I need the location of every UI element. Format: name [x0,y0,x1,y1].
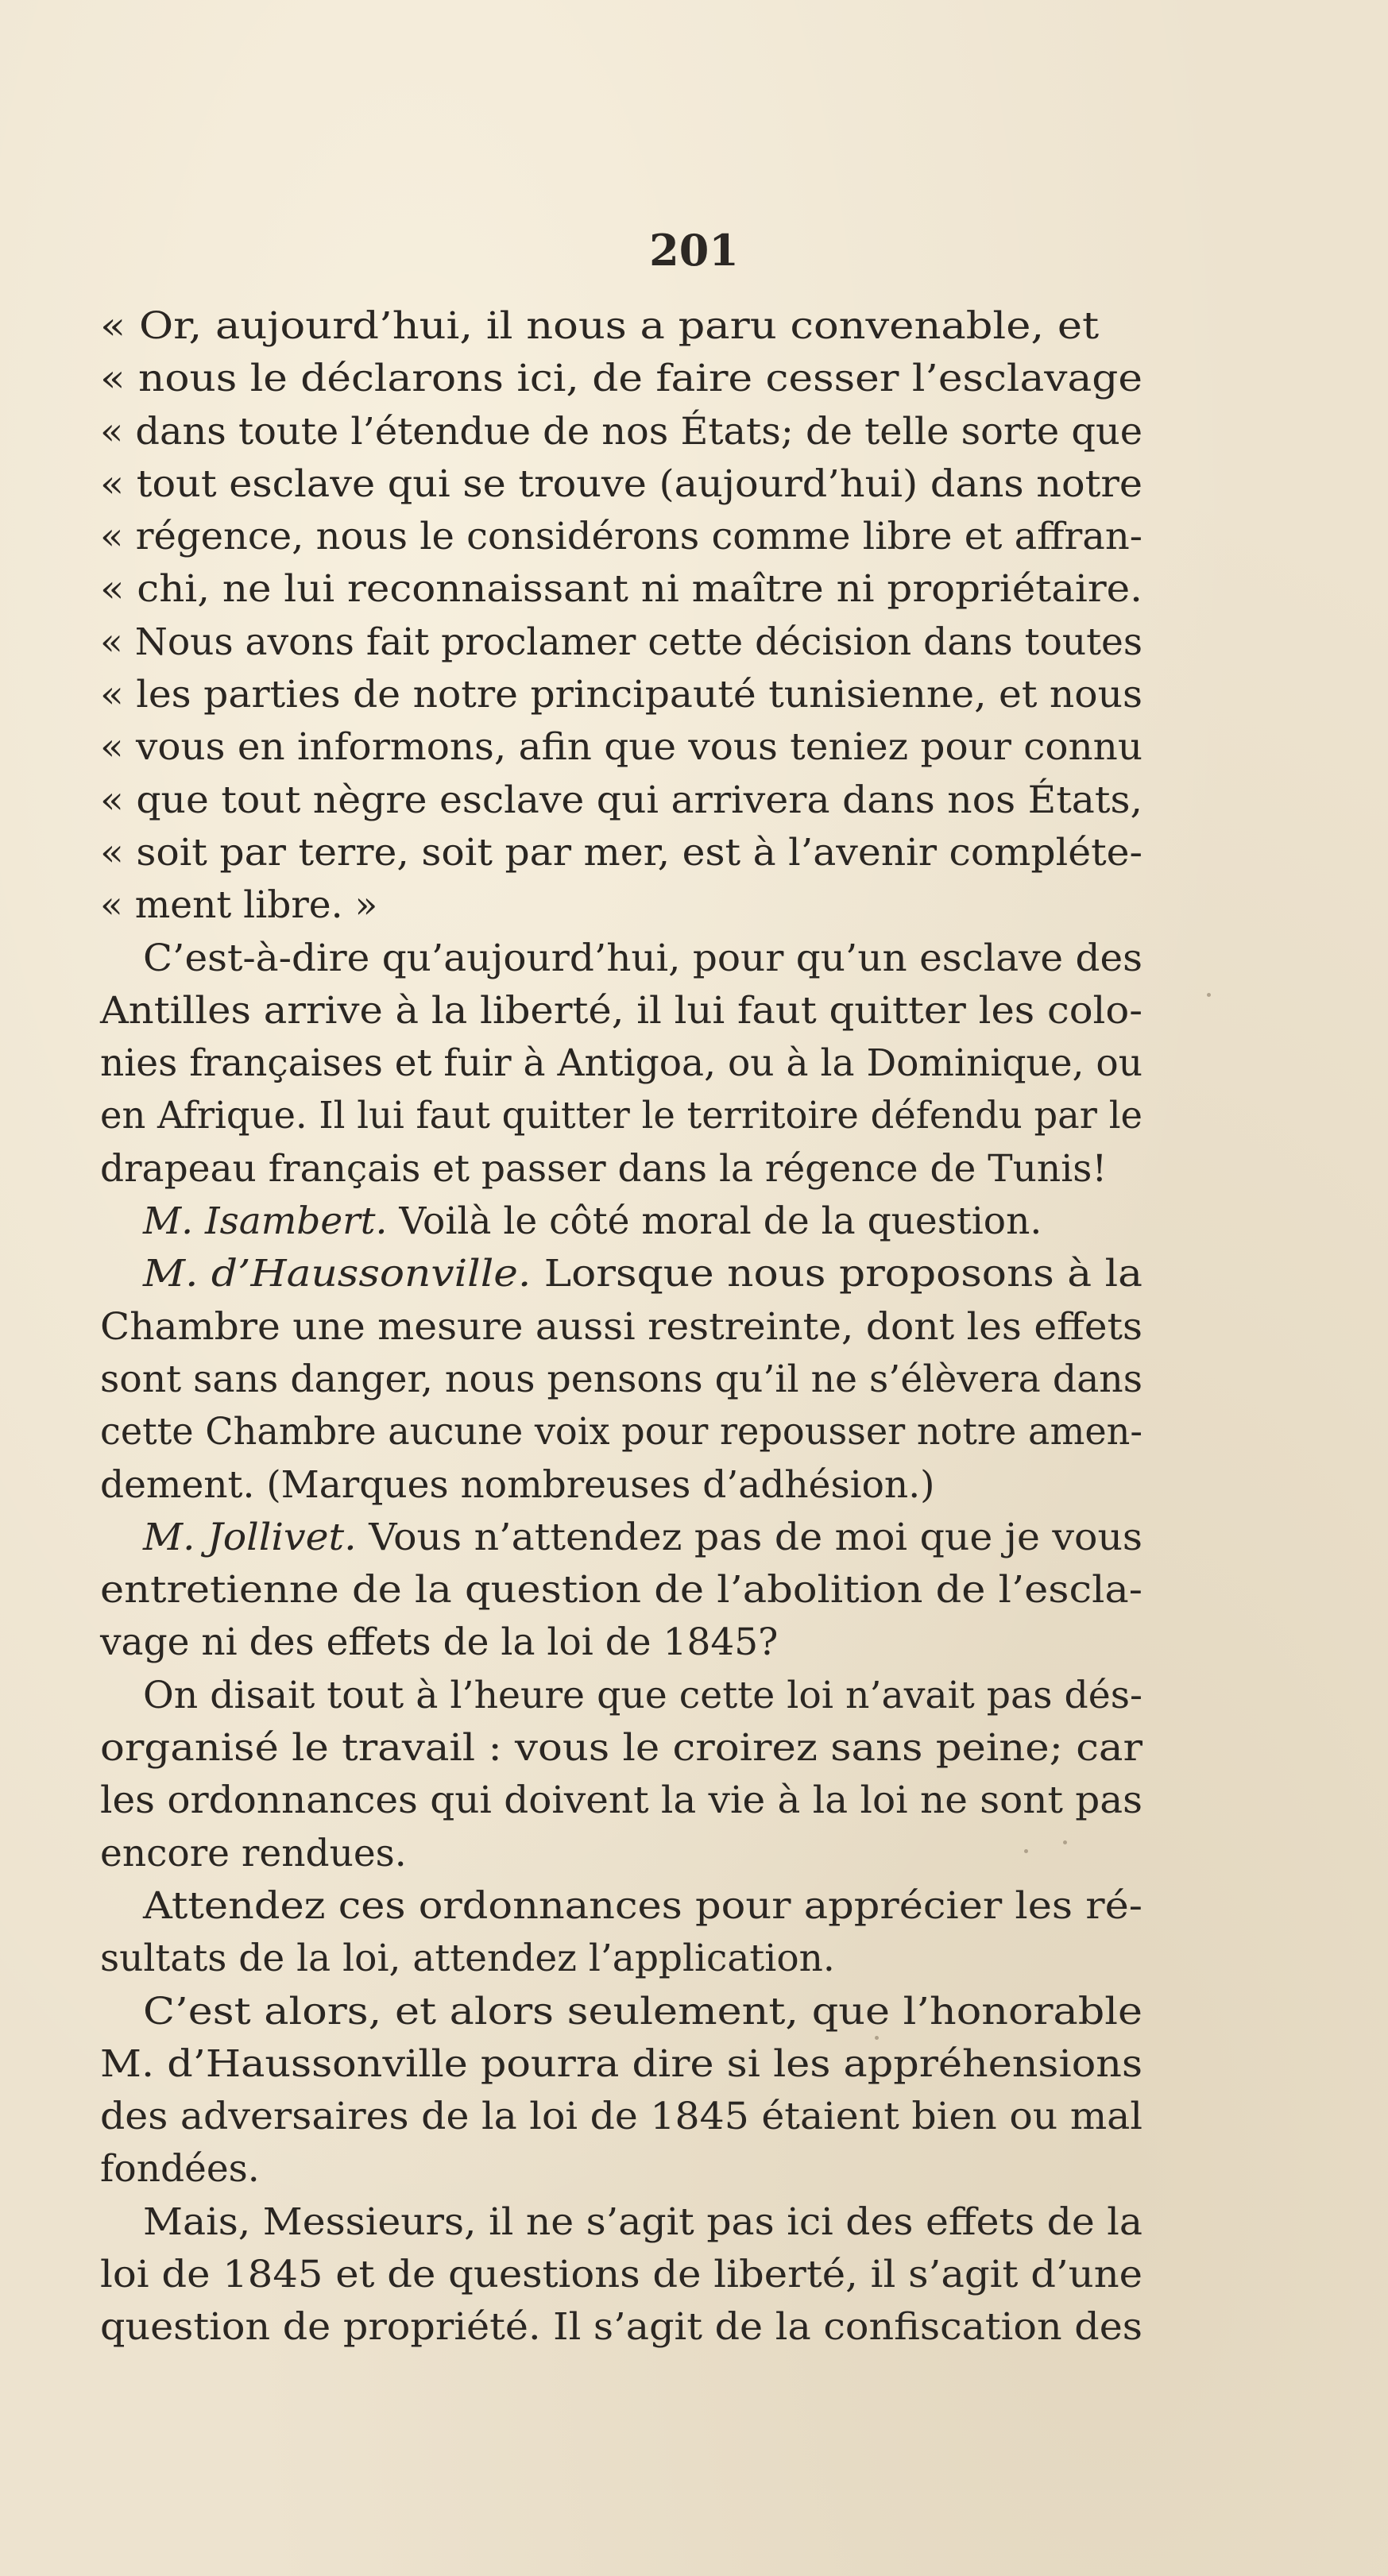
paper-speck [875,2036,879,2040]
line-text: « dans toute l’étendue de nos États; de telle sorte que [100,409,1142,454]
line-text: Lorsque nous proposons à la [531,1252,1142,1296]
text-line [100,1933,1142,1985]
text-line [100,827,1142,879]
line-text: nies françaises et fuir à Antigoa, ou à la Dominique, ou [100,1041,1142,1086]
paper-speck [1024,1849,1028,1853]
text-line [100,2091,1142,2143]
line-text: On disait tout à l’heure que cette loi n’avait pas dés- [143,1673,1142,1717]
line-text: question de propriété. Il s’agit de la confiscation des [100,2305,1142,2350]
text-line [100,406,1142,458]
line-text: C’est alors, et alors seulement, que l’honorable [143,1989,1142,2033]
line-text: encore rendues. [100,1831,407,1875]
text-line [100,2143,1142,2196]
text-line [100,2196,1142,2249]
text-line [100,1986,1142,2038]
text-line [100,1090,1142,1142]
line-text: Antilles arrive à la liberté, il lui faut quitter les colo- [100,988,1142,1033]
paper-speck [1063,1840,1067,1844]
text-line [100,1775,1142,1827]
paper-speck [1207,993,1211,997]
text-line [100,353,1142,405]
line-text: « Or, aujourd’hui, il nous a paru convenable, et [100,304,1100,348]
line-text: sultats de la loi, attendez l’application. [100,1937,835,1981]
line-text: « nous le déclarons ici, de faire cesser l’esclavage [100,357,1142,401]
line-text: Vous n’attendez pas de moi que je vous [356,1515,1143,1559]
text-line [100,933,1142,985]
text-line [100,1248,1142,1300]
text-line [100,2249,1142,2301]
line-text: Mais, Messieurs, il ne s’agit pas ici des effets de la [143,2199,1142,2244]
text-line [100,879,1142,932]
line-text: loi de 1845 et de questions de liberté, il s’agit d’une [100,2252,1142,2296]
line-text: cette Chambre aucune voix pour repousser notre amen- [100,1410,1142,1454]
line-text: organisé le travail : vous le croirez sans peine; car [100,1726,1142,1771]
text-line [100,1354,1142,1406]
line-text: fondées. [100,2147,260,2192]
line-text: Chambre une mesure aussi restreinte, dont les effets [100,1304,1142,1349]
text-line [100,1616,1142,1669]
line-text: en Afrique. Il lui faut quitter le territoire défendu par le [100,1094,1142,1138]
text-line [100,1459,1142,1512]
line-text: dement. (Marques nombreuses d’adhésion.) [100,1462,935,1507]
text-line [100,458,1142,511]
text-line [100,1670,1142,1722]
line-text: « tout esclave qui se trouve (aujourd’hui) dans notre [100,462,1142,506]
line-text: « soit par terre, soit par mer, est à l’avenir compléte- [100,830,1142,875]
line-text: les ordonnances qui doivent la vie à la loi ne sont pas [100,1778,1142,1823]
line-text: Voilà le côté moral de la question. [387,1199,1042,1244]
line-text: « ment libre. » [100,883,378,928]
line-text: drapeau français et passer dans la régence de Tunis! [100,1146,1108,1191]
line-text: sont sans danger, nous pensons qu’il ne s’élèvera dans [100,1357,1143,1401]
text-line [100,1512,1142,1564]
text-line [100,2038,1142,2091]
line-text: entretienne de la question de l’abolition de l’escla- [100,1568,1142,1612]
text-line [100,1828,1142,1880]
line-text: « régence, nous le considérons comme libre et affran- [100,515,1142,559]
line-text: des adversaires de la loi de 1845 étaient bien ou mal [100,2095,1142,2139]
text-line [100,563,1142,616]
text-line [100,511,1142,563]
text-line [100,721,1142,774]
line-text: vage ni des effets de la loi de 1845? [100,1620,779,1665]
line-text: C’est-à-dire qu’aujourd’hui, pour qu’un esclave des [143,936,1142,980]
text-line [100,1406,1142,1458]
text-line [100,1880,1142,1933]
line-text: « Nous avons fait proclamer cette décision dans toutes [100,620,1142,664]
text-line [100,1143,1142,1195]
text-line [100,1301,1142,1354]
speaker-name: M. d’Haussonville. [143,1252,532,1296]
line-text: « les parties de notre principauté tunisienne, et nous [100,673,1142,717]
text-line [100,1037,1142,1090]
text-line [100,774,1142,827]
speaker-name: M. Isambert. [143,1199,388,1244]
line-text: Attendez ces ordonnances pour apprécier les ré- [143,1883,1142,1928]
text-line [100,300,1142,353]
line-text: M. d’Haussonville pourra dire si les appréhensions [100,2041,1142,2086]
body-text [100,300,1142,2354]
text-line [100,985,1142,1037]
text-line [100,2301,1142,2354]
text-line [100,669,1142,721]
line-text: « chi, ne lui reconnaissant ni maître ni propriétaire. [100,567,1142,612]
line-text: « que tout nègre esclave qui arrivera dans nos États, [100,778,1142,822]
speaker-name: M. Jollivet. [143,1515,357,1559]
text-line [100,1195,1142,1248]
line-text: « vous en informons, afin que vous teniez pour connu [100,725,1143,770]
page-number: 201 [649,225,739,276]
text-line [100,616,1142,669]
text-line [100,1564,1142,1616]
text-line [100,1722,1142,1775]
